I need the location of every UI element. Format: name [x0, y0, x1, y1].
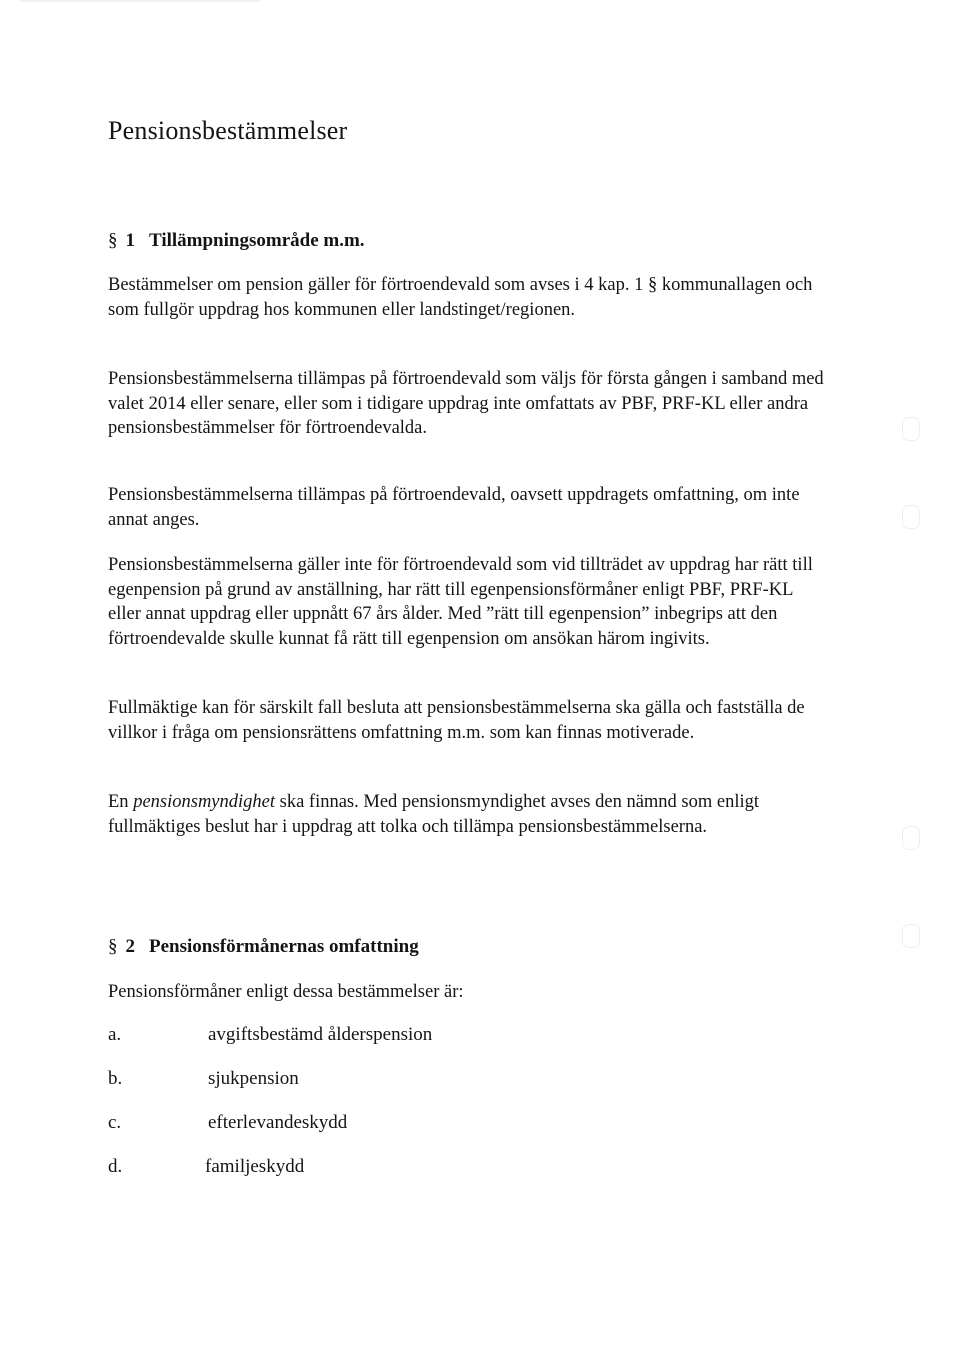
paragraph-prefix: En: [108, 792, 134, 812]
document-title: Pensionsbestämmelser: [108, 116, 348, 145]
benefits-intro: Pensionsförmåner enligt dessa bestämmelser är:: [108, 982, 464, 1002]
list-item: [108, 1155, 304, 1179]
paragraph-extent: Pensionsbestämmelserna tillämpas på förtroendevald, oavsett uppdragets omfattning, om inte annat anges.: [108, 485, 800, 530]
list-item: [108, 1067, 299, 1091]
list-letter: b.: [108, 1068, 123, 1089]
section-title: Tillämpningsområde m.m.: [149, 230, 365, 251]
list-text: efterlevandeskydd: [208, 1112, 348, 1133]
section-title: Pensionsförmånernas omfattning: [149, 936, 419, 957]
scan-edge-line: [20, 0, 260, 2]
list-text: sjukpension: [208, 1068, 299, 1089]
punch-hole-mark: [902, 826, 920, 850]
list-text: familjeskydd: [205, 1156, 305, 1177]
punch-hole-mark: [902, 924, 920, 948]
paragraph-suffix: ska finnas. Med pensionsmyndighet avses den nämnd som enligt fullmäktiges beslut har i uppdrag att tolka och tillämpa pensionsbestämmelserna.: [108, 792, 760, 837]
paragraph-application: Pensionsbestämmelserna tillämpas på förtroendevald som väljs för första gången i samband med valet 2014 eller senare, eller som i tidigare uppdrag inte omfattats av PBF, PRF-KL eller andra pensionsbestämmelser för förtroendevalda.: [108, 369, 824, 438]
list-item: [108, 1023, 432, 1047]
section-number: 1: [125, 230, 135, 251]
list-letter: a.: [108, 1024, 122, 1045]
list-text: avgiftsbestämd ålderspension: [208, 1024, 433, 1045]
section-1-heading: [108, 230, 365, 252]
section-symbol: §: [108, 230, 118, 251]
section-number: 2: [125, 936, 135, 957]
paragraph-scope: Bestämmelser om pension gäller för förtroendevald som avses i 4 kap. 1 § kommunallagen och som fullgör uppdrag hos kommunen eller landstinget/regionen.: [108, 275, 813, 320]
punch-hole-mark: [902, 505, 920, 529]
paragraph-exclusions: Pensionsbestämmelserna gäller inte för förtroendevald som vid tillträdet av uppdrag har rätt till egenpension på grund av anställning, har rätt till egenpensionsförmåner enligt PBF, PRF-KL eller annat uppdrag eller uppnått 67 års ålder. Med ”rätt till egenpension” inbegrips att den förtroendevalde skulle kunnat få rätt till egenpension om ansökan härom ingivits.: [108, 555, 813, 649]
punch-hole-mark: [902, 417, 920, 441]
italic-term: pensionsmyndighet: [133, 792, 275, 812]
paragraph-pension-authority: [108, 790, 828, 839]
paragraph-council: Fullmäktige kan för särskilt fall besluta att pensionsbestämmelserna ska gälla och fastställa de villkor i fråga om pensionsrättens omfattning m.m. som kan finnas motiverade.: [108, 698, 805, 743]
list-letter: d.: [108, 1156, 123, 1177]
list-item: [108, 1111, 347, 1135]
section-2-heading: [108, 936, 419, 958]
list-letter: c.: [108, 1112, 122, 1133]
section-symbol: §: [108, 936, 118, 957]
